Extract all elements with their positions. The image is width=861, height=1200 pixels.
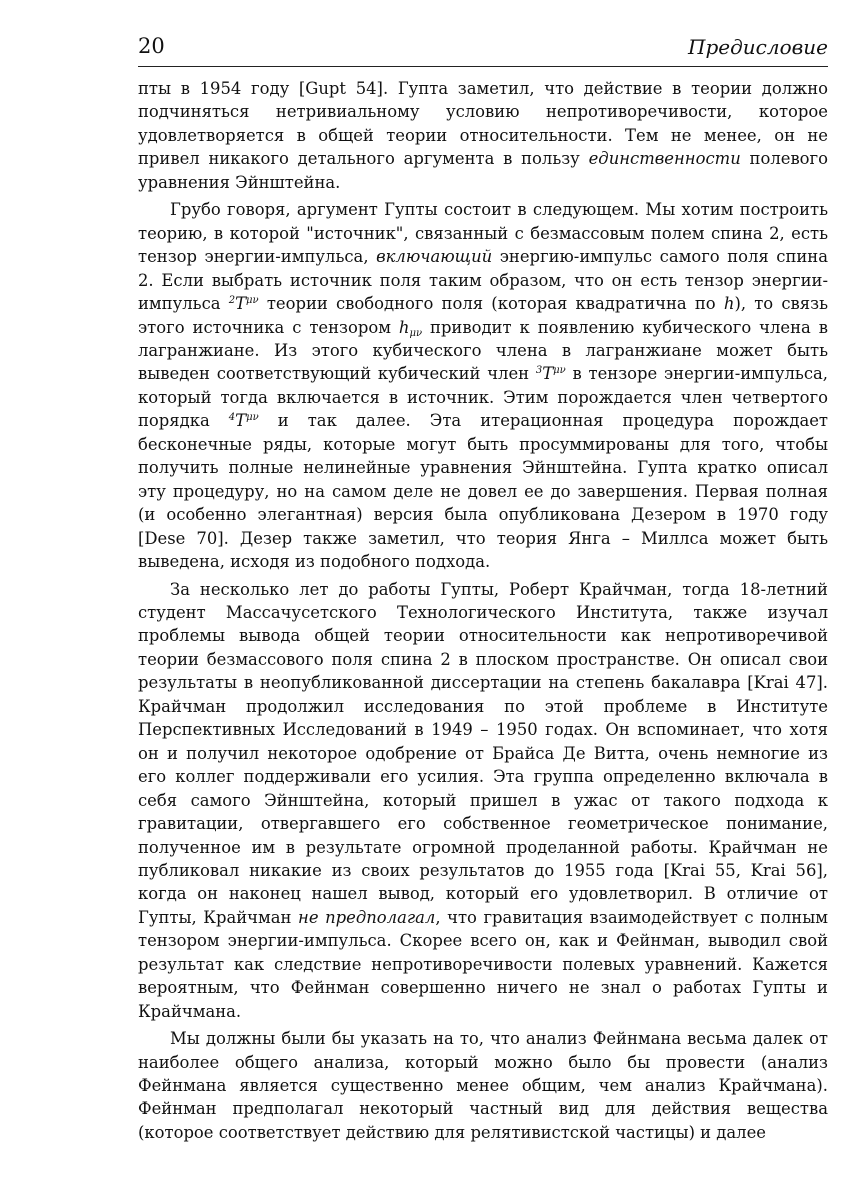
tensor-h-mu-nu: $h_{\mu\nu}$ [398, 317, 423, 339]
tensor-3T: $^3T^{\mu\nu}$ [535, 364, 566, 384]
symbol-h: h [723, 294, 735, 314]
paragraph-1: пты в 1954 году [Gupt 54]. Гупта заметил, что действие в теории должно подчиняться нетривиальному условию непротиворечивости, которое удовлетворяется в общей теории относительности. Тем не менее, он не привел никакого детального аргумента в пользу единственности полевого уравнения Эйнштейна. [138, 79, 828, 192]
page-number: 20 [138, 34, 165, 58]
section-title: Предисловие [688, 35, 828, 59]
paragraph-2: Грубо говоря, аргумент Гупты состоит в следующем. Мы хотим построить теорию, в которой "источник", связанный с безмассовым полем спина 2, есть тензор энергии-импульса, включающий энергию-импульс самого поля спина 2. Если выбрать источник поля таким образом, что он есть тензор энергии-импульса $^2T^{\mu\nu}$ теории свободного поля (которая квадратична по h), то связь этого источника с тензором $h_{\mu\nu}$ приводит к появлению кубического члена в лагранжиане. Из этого кубического члена в лагранжиане может быть выведен соответствующий кубический член $^3T^{\mu\nu}$ в тензоре энергии-импульса, который тогда включается в источник. Этим порождается член четвертого порядка $^4T^{\mu\nu}$ и так далее. Эта итерационная процедура порождает бесконечные ряды, которые могут быть просуммированы для того, чтобы получить полные нелинейные уравнения Эйнштейна. Гупта кратко описал эту процедуру, но на самом деле не довел ее до завершения. Первая полная (и особенно элегантная) версия была опубликована Дезером в 1970 году [Dese 70]. Дезер также заметил, что теория Янга – Миллса может быть выведена, исходя из подобного подхода. [138, 200, 828, 572]
running-header [138, 30, 828, 67]
tensor-4T: $^4T^{\mu\nu}$ [228, 411, 259, 431]
tensor-2T: $^2T^{\mu\nu}$ [228, 294, 259, 314]
body-text [138, 77, 828, 1144]
book-page [138, 30, 828, 1144]
paragraph-4: Мы должны были бы указать на то, что анализ Фейнмана весьма далек от наиболее общего анализа, который можно было бы провести (анализ Фейнмана является существенно менее общим, чем анализ Крайчмана). Фейнман предполагал некоторый частный вид для действия вещества (которое соответствует действию для релятивистской частицы) и далее [138, 1029, 828, 1142]
paragraph-3: За несколько лет до работы Гупты, Роберт Крайчман, тогда 18-летний студент Массачусетского Технологического Института, также изучал проблемы вывода общей теории относительности как непротиворечивой теории безмассового поля спина 2 в плоском пространстве. Он описал свои результаты в неопубликованной диссертации на степень бакалавра [Krai 47]. Крайчман продолжил исследования по этой проблеме в Институте Перспективных Исследований в 1949 – 1950 годах. Он вспоминает, что хотя он и получил некоторое одобрение от Брайса Де Витта, очень немногие из его коллег поддерживали его усилия. Эта группа определенно включала в себя самого Эйнштейна, который пришел в ужас от такого подхода к гравитации, отвергавшего его собственное геометрическое понимание, полученное им в результате огромной проделанной работы. Крайчман не публиковал никакие из своих результатов до 1955 года [Krai 55, Krai 56], когда он наконец нашел вывод, который его удовлетворил. В отличие от Гупты, Крайчман не предполагал, что гравитация взаимодействует с полным тензором энергии-импульса. Скорее всего он, как и Фейнман, выводил свой результат как следствие непротиворечивости полевых уравнений. Кажется вероятным, что Фейнман совершенно ничего не знал о работах Гупты и Крайчмана. [138, 579, 828, 1021]
